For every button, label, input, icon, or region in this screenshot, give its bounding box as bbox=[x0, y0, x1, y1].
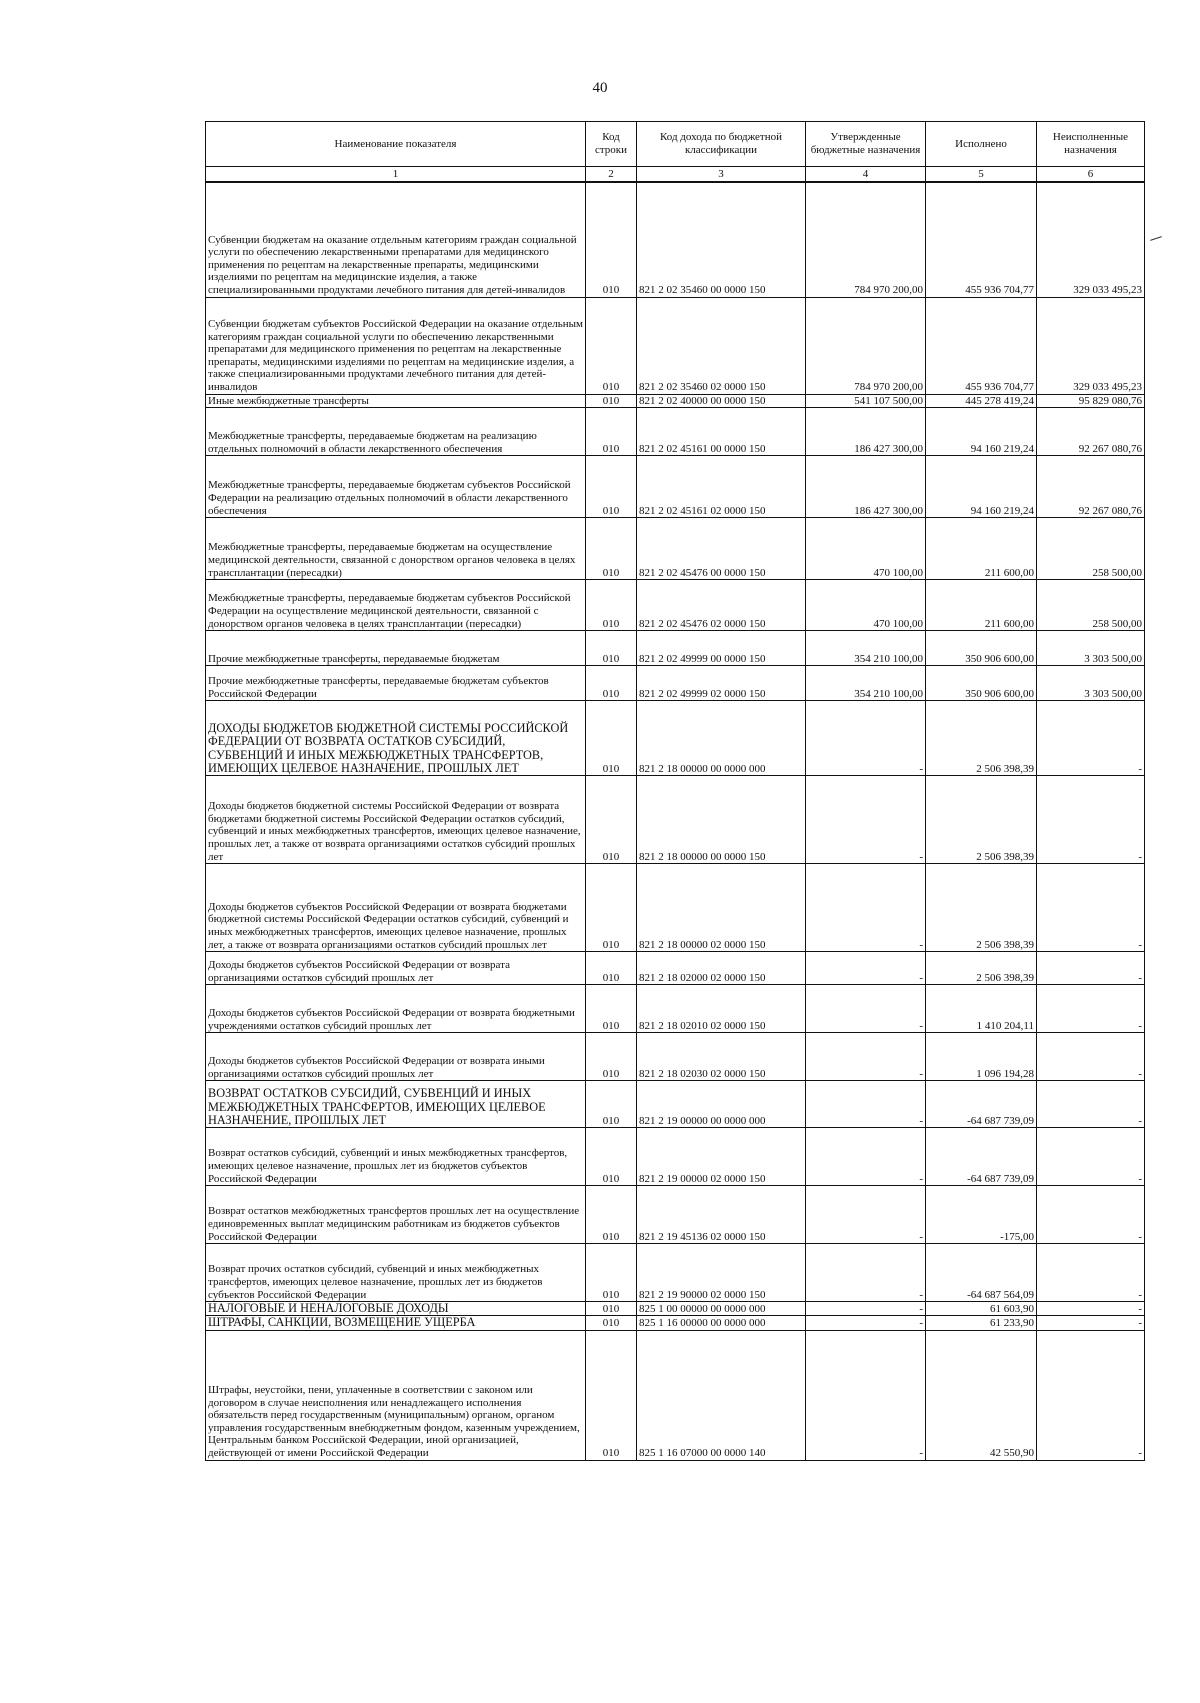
row-unexecuted: 329 033 495,23 bbox=[1037, 297, 1145, 394]
column-number: 4 bbox=[806, 167, 926, 183]
header-unexecuted: Неисполненные назначения bbox=[1037, 122, 1145, 167]
row-unexecuted: - bbox=[1037, 952, 1145, 985]
row-line-code: 010 bbox=[586, 1186, 637, 1244]
row-name: Межбюджетные трансферты, передаваемые бюджетам субъектов Российской Федерации на осуществление медицинской деятельности, связанной с донорством органов человека в целях трансплантации (пересадки) bbox=[206, 580, 586, 631]
row-income-code: 821 2 02 35460 02 0000 150 bbox=[637, 297, 806, 394]
row-name: ШТРАФЫ, САНКЦИИ, ВОЗМЕЩЕНИЕ УЩЕРБА bbox=[206, 1316, 586, 1330]
row-unexecuted: - bbox=[1037, 1244, 1145, 1302]
row-income-code: 821 2 19 45136 02 0000 150 bbox=[637, 1186, 806, 1244]
row-approved: - bbox=[806, 864, 926, 952]
row-unexecuted: - bbox=[1037, 1128, 1145, 1186]
row-unexecuted: - bbox=[1037, 701, 1145, 776]
row-approved: - bbox=[806, 1186, 926, 1244]
row-line-code: 010 bbox=[586, 456, 637, 518]
row-line-code: 010 bbox=[586, 182, 637, 297]
row-line-code: 010 bbox=[586, 952, 637, 985]
row-approved: 541 107 500,00 bbox=[806, 394, 926, 408]
row-name: Межбюджетные трансферты, передаваемые бюджетам субъектов Российской Федерации на реализацию отдельных полномочий в области лекарственного обеспечения bbox=[206, 456, 586, 518]
row-unexecuted: 92 267 080,76 bbox=[1037, 456, 1145, 518]
row-approved: 186 427 300,00 bbox=[806, 408, 926, 456]
row-name: Прочие межбюджетные трансферты, передаваемые бюджетам субъектов Российской Федерации bbox=[206, 666, 586, 701]
row-income-code: 821 2 02 40000 00 0000 150 bbox=[637, 394, 806, 408]
row-executed: -64 687 739,09 bbox=[926, 1128, 1037, 1186]
row-income-code: 825 1 16 00000 00 0000 000 bbox=[637, 1316, 806, 1330]
row-executed: 1 096 194,28 bbox=[926, 1033, 1037, 1081]
row-executed: 350 906 600,00 bbox=[926, 631, 1037, 666]
row-executed: 455 936 704,77 bbox=[926, 182, 1037, 297]
row-executed: 61 233,90 bbox=[926, 1316, 1037, 1330]
row-unexecuted: - bbox=[1037, 1033, 1145, 1081]
row-name: Возврат остатков субсидий, субвенций и иных межбюджетных трансфертов, имеющих целевое назначение, прошлых лет из бюджетов субъектов Российской Федерации bbox=[206, 1128, 586, 1186]
row-income-code: 821 2 19 00000 00 0000 000 bbox=[637, 1081, 806, 1128]
row-name: Доходы бюджетов субъектов Российской Федерации от возврата организациями остатков субсидий прошлых лет bbox=[206, 952, 586, 985]
row-approved: 354 210 100,00 bbox=[806, 666, 926, 701]
row-unexecuted: - bbox=[1037, 776, 1145, 864]
row-income-code: 825 1 00 00000 00 0000 000 bbox=[637, 1302, 806, 1316]
row-line-code: 010 bbox=[586, 631, 637, 666]
table-row bbox=[206, 1186, 1145, 1244]
row-executed: -64 687 739,09 bbox=[926, 1081, 1037, 1128]
row-approved: - bbox=[806, 985, 926, 1033]
row-executed: 211 600,00 bbox=[926, 518, 1037, 580]
row-executed: 445 278 419,24 bbox=[926, 394, 1037, 408]
table-row bbox=[206, 1244, 1145, 1302]
row-line-code: 010 bbox=[586, 666, 637, 701]
row-name: Субвенции бюджетам субъектов Российской Федерации на оказание отдельным категориям граждан социальной услуги по обеспечению лекарственными препаратами для медицинского применения по рецептам на лекарственные препараты, медицинскими изделиями по рецептам на медицинские изделия, а также специализированными продуктами лечебного питания для детей-инвалидов bbox=[206, 297, 586, 394]
row-line-code: 010 bbox=[586, 701, 637, 776]
row-unexecuted: 95 829 080,76 bbox=[1037, 394, 1145, 408]
table-row bbox=[206, 297, 1145, 394]
row-executed: 2 506 398,39 bbox=[926, 864, 1037, 952]
row-income-code: 821 2 02 49999 00 0000 150 bbox=[637, 631, 806, 666]
row-name: Доходы бюджетов бюджетной системы Российской Федерации от возврата бюджетами бюджетной системы Российской Федерации остатков субсидий, субвенций и иных межбюджетных трансфертов, имеющих целевое назначение, прошлых лет, а также от возврата организациями остатков субсидий прошлых лет bbox=[206, 776, 586, 864]
row-name: Межбюджетные трансферты, передаваемые бюджетам на осуществление медицинской деятельности, связанной с донорством органов человека в целях трансплантации (пересадки) bbox=[206, 518, 586, 580]
row-income-code: 821 2 18 00000 02 0000 150 bbox=[637, 864, 806, 952]
row-name: Доходы бюджетов субъектов Российской Федерации от возврата бюджетными учреждениями остатков субсидий прошлых лет bbox=[206, 985, 586, 1033]
row-approved: - bbox=[806, 701, 926, 776]
row-income-code: 821 2 19 90000 02 0000 150 bbox=[637, 1244, 806, 1302]
row-executed: 61 603,90 bbox=[926, 1302, 1037, 1316]
table-row bbox=[206, 985, 1145, 1033]
row-income-code: 821 2 02 35460 00 0000 150 bbox=[637, 182, 806, 297]
row-unexecuted: - bbox=[1037, 1186, 1145, 1244]
row-unexecuted: - bbox=[1037, 864, 1145, 952]
row-name: Прочие межбюджетные трансферты, передаваемые бюджетам bbox=[206, 631, 586, 666]
row-unexecuted: 258 500,00 bbox=[1037, 518, 1145, 580]
table-row bbox=[206, 631, 1145, 666]
row-unexecuted: - bbox=[1037, 1302, 1145, 1316]
table-row bbox=[206, 1081, 1145, 1128]
row-unexecuted: - bbox=[1037, 1316, 1145, 1330]
table-row bbox=[206, 518, 1145, 580]
row-income-code: 821 2 02 45161 00 0000 150 bbox=[637, 408, 806, 456]
table-row bbox=[206, 182, 1145, 297]
column-number: 6 bbox=[1037, 167, 1145, 183]
table-row bbox=[206, 666, 1145, 701]
row-line-code: 010 bbox=[586, 1244, 637, 1302]
row-executed: 350 906 600,00 bbox=[926, 666, 1037, 701]
row-approved: - bbox=[806, 1081, 926, 1128]
row-approved: 186 427 300,00 bbox=[806, 456, 926, 518]
table-row bbox=[206, 1316, 1145, 1330]
header-row bbox=[206, 122, 1145, 167]
row-executed: 2 506 398,39 bbox=[926, 701, 1037, 776]
row-approved: - bbox=[806, 1128, 926, 1186]
column-number: 1 bbox=[206, 167, 586, 183]
row-line-code: 010 bbox=[586, 1128, 637, 1186]
row-name: ДОХОДЫ БЮДЖЕТОВ БЮДЖЕТНОЙ СИСТЕМЫ РОССИЙСКОЙ ФЕДЕРАЦИИ ОТ ВОЗВРАТА ОСТАТКОВ СУБСИДИЙ, СУБВЕНЦИЙ И ИНЫХ МЕЖБЮДЖЕТНЫХ ТРАНСФЕРТОВ, ИМЕЮЩИХ ЦЕЛЕВОЕ НАЗНАЧЕНИЕ, ПРОШЛЫХ ЛЕТ bbox=[206, 701, 586, 776]
row-approved: - bbox=[806, 1330, 926, 1460]
row-line-code: 010 bbox=[586, 1033, 637, 1081]
table-row bbox=[206, 952, 1145, 985]
row-line-code: 010 bbox=[586, 1330, 637, 1460]
row-approved: 784 970 200,00 bbox=[806, 182, 926, 297]
row-name: ВОЗВРАТ ОСТАТКОВ СУБСИДИЙ, СУБВЕНЦИЙ И ИНЫХ МЕЖБЮДЖЕТНЫХ ТРАНСФЕРТОВ, ИМЕЮЩИХ ЦЕЛЕВОЕ НАЗНАЧЕНИЕ, ПРОШЛЫХ ЛЕТ bbox=[206, 1081, 586, 1128]
row-unexecuted: 3 303 500,00 bbox=[1037, 631, 1145, 666]
column-number: 5 bbox=[926, 167, 1037, 183]
row-income-code: 821 2 18 02010 02 0000 150 bbox=[637, 985, 806, 1033]
table-row bbox=[206, 1302, 1145, 1316]
row-unexecuted: 258 500,00 bbox=[1037, 580, 1145, 631]
row-executed: 42 550,90 bbox=[926, 1330, 1037, 1460]
row-line-code: 010 bbox=[586, 297, 637, 394]
row-name: Доходы бюджетов субъектов Российской Федерации от возврата иными организациями остатков субсидий прошлых лет bbox=[206, 1033, 586, 1081]
row-line-code: 010 bbox=[586, 864, 637, 952]
table-row bbox=[206, 394, 1145, 408]
row-unexecuted: 92 267 080,76 bbox=[1037, 408, 1145, 456]
row-approved: - bbox=[806, 776, 926, 864]
row-income-code: 821 2 02 45476 02 0000 150 bbox=[637, 580, 806, 631]
table-row bbox=[206, 1330, 1145, 1460]
row-executed: 211 600,00 bbox=[926, 580, 1037, 631]
row-line-code: 010 bbox=[586, 985, 637, 1033]
row-executed: 455 936 704,77 bbox=[926, 297, 1037, 394]
row-income-code: 821 2 18 02030 02 0000 150 bbox=[637, 1033, 806, 1081]
row-approved: 784 970 200,00 bbox=[806, 297, 926, 394]
column-number: 3 bbox=[637, 167, 806, 183]
table-row bbox=[206, 1033, 1145, 1081]
pen-mark bbox=[1150, 236, 1162, 241]
page-number: 40 bbox=[592, 80, 608, 96]
row-line-code: 010 bbox=[586, 394, 637, 408]
row-name: Иные межбюджетные трансферты bbox=[206, 394, 586, 408]
header-name: Наименование показателя bbox=[206, 122, 586, 167]
row-executed: 94 160 219,24 bbox=[926, 456, 1037, 518]
table-row bbox=[206, 1128, 1145, 1186]
row-line-code: 010 bbox=[586, 1081, 637, 1128]
row-approved: - bbox=[806, 1244, 926, 1302]
table-row bbox=[206, 408, 1145, 456]
row-unexecuted: - bbox=[1037, 985, 1145, 1033]
row-approved: 354 210 100,00 bbox=[806, 631, 926, 666]
row-unexecuted: 329 033 495,23 bbox=[1037, 182, 1145, 297]
row-executed: -175,00 bbox=[926, 1186, 1037, 1244]
header-executed: Исполнено bbox=[926, 122, 1037, 167]
row-executed: 94 160 219,24 bbox=[926, 408, 1037, 456]
table-row bbox=[206, 580, 1145, 631]
row-executed: 2 506 398,39 bbox=[926, 776, 1037, 864]
column-number-row bbox=[206, 167, 1145, 183]
report-table bbox=[205, 121, 1145, 1461]
report-body bbox=[206, 182, 1145, 1460]
row-name: НАЛОГОВЫЕ И НЕНАЛОГОВЫЕ ДОХОДЫ bbox=[206, 1302, 586, 1316]
row-unexecuted: 3 303 500,00 bbox=[1037, 666, 1145, 701]
row-name: Возврат прочих остатков субсидий, субвенций и иных межбюджетных трансфертов, имеющих целевое назначение, прошлых лет из бюджетов субъектов Российской Федерации bbox=[206, 1244, 586, 1302]
row-name: Доходы бюджетов субъектов Российской Федерации от возврата бюджетами бюджетной системы Российской Федерации остатков субсидий, субвенций и иных межбюджетных трансфертов, имеющих целевое назначение, прошлых лет, а также от возврата организациями остатков субсидий прошлых лет bbox=[206, 864, 586, 952]
row-income-code: 821 2 18 00000 00 0000 000 bbox=[637, 701, 806, 776]
row-income-code: 821 2 19 00000 02 0000 150 bbox=[637, 1128, 806, 1186]
row-approved: 470 100,00 bbox=[806, 518, 926, 580]
row-line-code: 010 bbox=[586, 776, 637, 864]
row-approved: - bbox=[806, 1316, 926, 1330]
row-name: Штрафы, неустойки, пени, уплаченные в соответствии с законом или договором в случае неисполнения или ненадлежащего исполнения обязательств перед государственным (муниципальным) органом, органом управления государственным внебюджетным фондом, казенным учреждением, Центральным банком Российской Федерации, иной организацией, действующей от имени Российской Федерации bbox=[206, 1330, 586, 1460]
row-executed: -64 687 564,09 bbox=[926, 1244, 1037, 1302]
row-name: Межбюджетные трансферты, передаваемые бюджетам на реализацию отдельных полномочий в области лекарственного обеспечения bbox=[206, 408, 586, 456]
row-line-code: 010 bbox=[586, 580, 637, 631]
row-income-code: 821 2 02 45161 02 0000 150 bbox=[637, 456, 806, 518]
row-income-code: 821 2 18 02000 02 0000 150 bbox=[637, 952, 806, 985]
table-row bbox=[206, 864, 1145, 952]
row-approved: - bbox=[806, 952, 926, 985]
row-income-code: 825 1 16 07000 00 0000 140 bbox=[637, 1330, 806, 1460]
row-unexecuted: - bbox=[1037, 1330, 1145, 1460]
row-name: Субвенции бюджетам на оказание отдельным категориям граждан социальной услуги по обеспечению лекарственными препаратами для медицинского применения по рецептам на лекарственные препараты, медицинскими изделиями по рецептам на медицинские изделия, а также специализированными продуктами лечебного питания для детей-инвалидов bbox=[206, 182, 586, 297]
row-income-code: 821 2 02 45476 00 0000 150 bbox=[637, 518, 806, 580]
row-line-code: 010 bbox=[586, 1302, 637, 1316]
row-income-code: 821 2 18 00000 00 0000 150 bbox=[637, 776, 806, 864]
table-row bbox=[206, 456, 1145, 518]
row-approved: - bbox=[806, 1302, 926, 1316]
header-income-code: Код дохода по бюджетной классификации bbox=[637, 122, 806, 167]
row-executed: 1 410 204,11 bbox=[926, 985, 1037, 1033]
row-approved: 470 100,00 bbox=[806, 580, 926, 631]
row-income-code: 821 2 02 49999 02 0000 150 bbox=[637, 666, 806, 701]
row-line-code: 010 bbox=[586, 518, 637, 580]
header-line-code: Код строки bbox=[586, 122, 637, 167]
row-approved: - bbox=[806, 1033, 926, 1081]
table-row bbox=[206, 776, 1145, 864]
row-unexecuted: - bbox=[1037, 1081, 1145, 1128]
header-approved: Утвержденные бюджетные назначения bbox=[806, 122, 926, 167]
row-name: Возврат остатков межбюджетных трансфертов прошлых лет на осуществление единовременных выплат медицинским работникам из бюджетов субъектов Российской Федерации bbox=[206, 1186, 586, 1244]
row-line-code: 010 bbox=[586, 408, 637, 456]
table-row bbox=[206, 701, 1145, 776]
row-executed: 2 506 398,39 bbox=[926, 952, 1037, 985]
column-number: 2 bbox=[586, 167, 637, 183]
row-line-code: 010 bbox=[586, 1316, 637, 1330]
